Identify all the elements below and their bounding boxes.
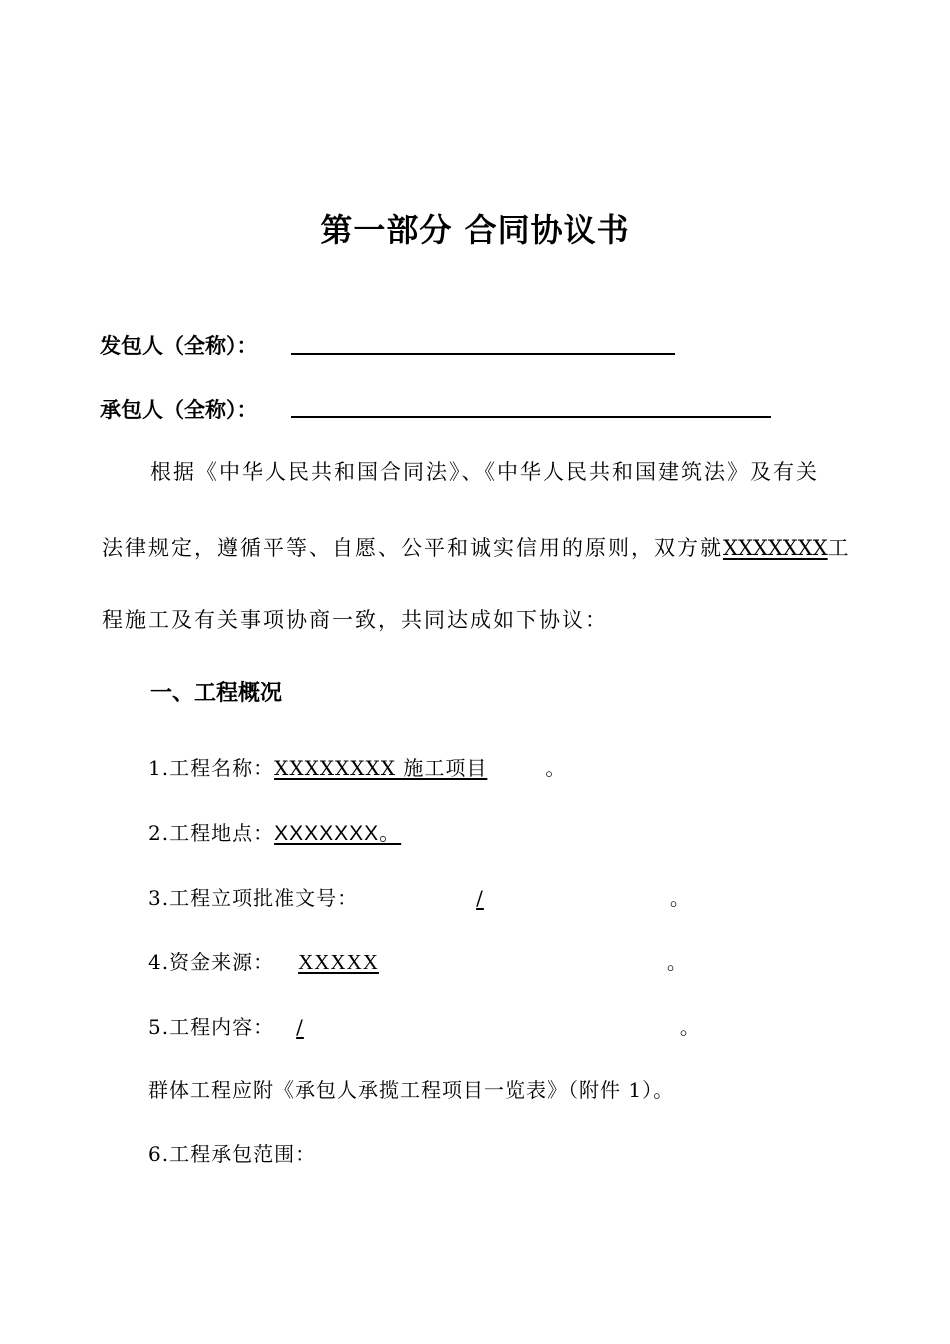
intro-line-1: 根据《中华人民共和国合同法》、《中华人民共和国建筑法》及有关 — [150, 460, 819, 484]
contractor-name-blank[interactable] — [291, 416, 771, 418]
item-project-content — [148, 1011, 701, 1040]
item-5-value: / — [296, 1015, 304, 1039]
item-approval-number — [148, 882, 691, 911]
item-4-end: 。 — [666, 950, 688, 974]
intro-line-3: 程施工及有关事项协商一致，共同达成如下协议： — [102, 608, 608, 632]
intro-line-2-suffix: 工 — [827, 536, 851, 560]
contractor-label: 承包人（全称）： — [100, 398, 258, 422]
item-5-label: 5.工程内容： — [148, 1015, 275, 1039]
item-4-value: XXXXX — [298, 950, 379, 974]
group-project-note: 群体工程应附《承包人承揽工程项目一览表》（附件 1）。 — [148, 1078, 675, 1102]
item-3-value: / — [476, 886, 484, 910]
item-3-label: 3.工程立项批准文号： — [148, 886, 359, 910]
item-5-end: 。 — [679, 1015, 701, 1039]
project-name-placeholder: XXXXXXX — [723, 536, 828, 560]
intro-line-2-prefix: 法律规定，遵循平等、自愿、公平和诚实信用的原则，双方就 — [102, 536, 723, 560]
item-1-end: 。 — [545, 756, 567, 780]
item-1-value: XXXXXXXX 施工项目 — [274, 756, 488, 780]
item-1-label: 1.工程名称： — [148, 756, 275, 780]
page-title: 第一部分 合同协议书 — [320, 211, 630, 249]
employer-name-blank[interactable] — [291, 353, 675, 355]
item-4-label: 4.资金来源： — [148, 950, 275, 974]
item-2-label: 2.工程地点： — [148, 821, 275, 845]
item-2-value: XXXXXXX。 — [274, 822, 402, 845]
employer-label: 发包人（全称）： — [100, 334, 258, 358]
item-funding-source — [148, 946, 688, 975]
item-3-end: 。 — [669, 886, 691, 910]
intro-line-2 — [102, 532, 851, 562]
item-project-name — [148, 752, 566, 781]
item-project-location — [148, 817, 401, 847]
section-heading-overview: 一、工程概况 — [150, 681, 283, 706]
item-contract-scope: 6.工程承包范围： — [148, 1142, 317, 1166]
